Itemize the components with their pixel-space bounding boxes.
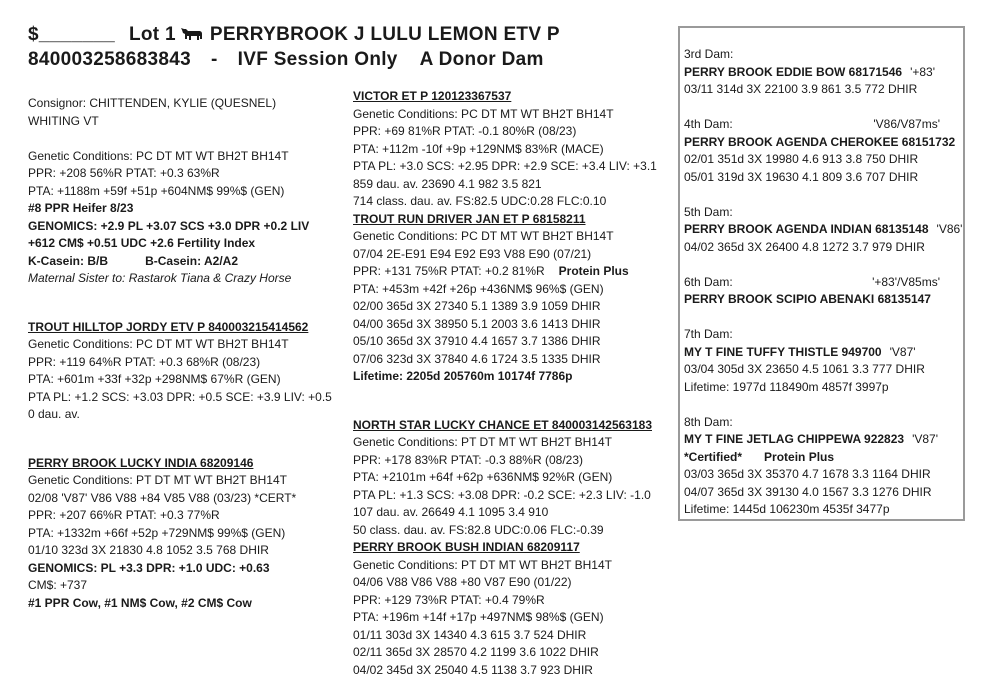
price-label: $ [28,24,39,46]
fifth-dam-score: 'V86' [937,222,963,236]
northstar-line: 107 dau. av. 26649 4.1 1095 3.4 910 [353,504,663,522]
ppr-rank: #8 PPR Heifer 8/23 [28,200,340,218]
maternal-sister: Maternal Sister to: Rastarok Tiana & Crazy Horse [28,270,340,288]
ancestry-column [684,46,964,519]
victor-line: 714 class. dau. av. FS:82.5 UDC:0.28 FLC:0.10 [353,193,663,211]
fourth-dam-name: PERRY BROOK AGENDA CHEROKEE 68151732 [684,134,964,152]
bush-line: 04/02 345d 3X 25040 4.5 1138 3.7 923 DHIR [353,662,663,679]
fourth-dam-record: 02/01 351d 3X 19980 4.6 913 3.8 750 DHIR [684,151,964,169]
pta-line: PTA: +1188m +59f +51p +604NM$ 99%$ (GEN) [28,183,340,201]
bush-line: 02/11 365d 3X 28570 4.2 1199 3.6 1022 DHIR [353,644,663,662]
victor-line: PPR: +69 81%R PTAT: -0.1 80%R (08/23) [353,123,663,141]
lot-subheader [28,49,544,71]
fifth-dam-row [684,221,964,239]
victor-line: 859 dau. av. 23690 4.1 982 3.5 821 [353,176,663,194]
northstar-title: NORTH STAR LUCKY CHANCE ET 840003142563183 [353,417,663,435]
eighth-dam-lifetime: Lifetime: 1445d 106230m 4535f 3477p [684,501,964,519]
fourth-dam-score: 'V86/V87ms' [873,116,940,134]
dam-line: 02/08 'V87' V86 V88 +84 V85 V88 (03/23) *CERT* [28,490,340,508]
sire-line: Genetic Conditions: PC DT MT WT BH2T BH14T [28,336,340,354]
trout-line: Genetic Conditions: PC DT MT WT BH2T BH14T [353,228,663,246]
protein-plus-badge: Protein Plus [559,264,629,278]
genomics-line-2: +612 CM$ +0.51 UDC +2.6 Fertility Index [28,235,340,253]
fourth-dam-record: 05/01 319d 3X 19630 4.1 809 3.6 707 DHIR [684,169,964,187]
b-casein: B-Casein: A2/A2 [145,253,238,271]
fifth-dam-name: PERRY BROOK AGENDA INDIAN 68135148 [684,222,929,236]
bush-line: Genetic Conditions: PT DT MT WT BH2T BH14T [353,557,663,575]
third-dam-name: PERRY BROOK EDDIE BOW 68171546 [684,65,902,79]
dam-cm: CM$: +737 [28,577,340,595]
trout-line: 04/00 365d 3X 38950 5.1 2003 3.6 1413 DHIR [353,316,663,334]
dam-label: 4th Dam: [684,116,733,134]
eighth-dam-record: 03/03 365d 3X 35370 4.7 1678 3.3 1164 DHIR [684,466,964,484]
dam-line: PTA: +1332m +66f +52p +729NM$ 99%$ (GEN) [28,525,340,543]
eighth-dam-row [684,431,964,449]
eighth-dam-record: 04/07 365d 3X 39130 4.0 1567 3.3 1276 DHIR [684,484,964,502]
dam-label: 7th Dam: [684,326,964,344]
sixth-dam-header [684,274,954,292]
victor-line: PTA PL: +3.0 SCS: +2.95 DPR: +2.9 SCE: +3.4 LIV: +3.1 [353,158,663,176]
animal-name: PERRYBROOK J LULU LEMON ETV P [210,24,560,46]
trout-ppr: PPR: +131 75%R PTAT: +0.2 81%R [353,264,545,278]
consignor-location: WHITING VT [28,113,340,131]
sire-title: TROUT HILLTOP JORDY ETV P 840003215414562 [28,319,340,337]
header-dash: - [211,49,218,71]
sire-column [353,88,663,679]
fifth-dam-record: 04/02 365d 3X 26400 4.8 1272 3.7 979 DHIR [684,239,964,257]
trout-lifetime: Lifetime: 2205d 205760m 10174f 7786p [353,368,663,386]
casein-line [28,253,238,271]
sire-line: PTA PL: +1.2 SCS: +3.03 DPR: +0.5 SCE: +3.9 LIV: +0.5 [28,389,340,407]
trout-line: 07/04 2E-E91 E94 E92 E93 V88 E90 (07/21) [353,246,663,264]
seventh-dam-score: 'V87' [890,345,916,359]
fourth-dam-header [684,116,954,134]
victor-line: PTA: +112m -10f +9p +129NM$ 83%R (MACE) [353,141,663,159]
consignor: Consignor: CHITTENDEN, KYLIE (QUESNEL) [28,95,340,113]
sire-line: 0 dau. av. [28,406,340,424]
victor-line: Genetic Conditions: PC DT MT WT BH2T BH14T [353,106,663,124]
northstar-line: PPR: +178 83%R PTAT: -0.3 88%R (08/23) [353,452,663,470]
donor-label: A Donor Dam [420,49,544,71]
price-blank: _______ [39,24,115,46]
dam-line: Genetic Conditions: PT DT MT WT BH2T BH14T [28,472,340,490]
cow-icon [180,26,204,42]
dam-label: 8th Dam: [684,414,964,432]
victor-title: VICTOR ET P 120123367537 [353,88,663,106]
sire-line: PTA: +601m +33f +32p +298NM$ 67%R (GEN) [28,371,340,389]
northstar-line: Genetic Conditions: PT DT MT WT BH2T BH14T [353,434,663,452]
dam-line: 01/10 323d 3X 21830 4.8 1052 3.5 768 DHIR [28,542,340,560]
certified-badge: *Certified* [684,450,742,464]
genomics-line: GENOMICS: +2.9 PL +3.07 SCS +3.0 DPR +0.2 LIV [28,218,340,236]
session-label: IVF Session Only [238,49,398,71]
third-dam-score: '+83' [910,65,935,79]
bush-line: 01/11 303d 3X 14340 4.3 615 3.7 524 DHIR [353,627,663,645]
dam-label: 3rd Dam: [684,46,964,64]
seventh-dam-row [684,344,964,362]
seventh-dam-lifetime: Lifetime: 1977d 118490m 4857f 3997p [684,379,964,397]
dam-title: PERRY BROOK LUCKY INDIA 68209146 [28,455,340,473]
k-casein: K-Casein: B/B [28,253,108,271]
genetic-conditions: Genetic Conditions: PC DT MT WT BH2T BH14T [28,148,340,166]
bush-line: PTA: +196m +14f +17p +497NM$ 98%$ (GEN) [353,609,663,627]
northstar-line: PTA: +2101m +64f +62p +636NM$ 92%R (GEN) [353,469,663,487]
trout-ppr-line [353,263,663,281]
trout-title: TROUT RUN DRIVER JAN ET P 68158211 [353,211,663,229]
dam-genomics: GENOMICS: PL +3.3 DPR: +1.0 UDC: +0.63 [28,560,340,578]
bush-line: PPR: +129 73%R PTAT: +0.4 79%R [353,592,663,610]
sixth-dam-score: '+83'/V85ms' [872,274,940,292]
bush-title: PERRY BROOK BUSH INDIAN 68209117 [353,539,663,557]
sire-line: PPR: +119 64%R PTAT: +0.3 68%R (08/23) [28,354,340,372]
northstar-line: PTA PL: +1.3 SCS: +3.08 DPR: -0.2 SCE: +2.3 LIV: -1.0 [353,487,663,505]
seventh-dam-record: 03/04 305d 3X 23650 4.5 1061 3.3 777 DHIR [684,361,964,379]
northstar-line: 50 class. dau. av. FS:82.8 UDC:0.06 FLC:-0.39 [353,522,663,540]
ppr-line: PPR: +208 56%R PTAT: +0.3 63%R [28,165,340,183]
eighth-dam-score: 'V87' [912,432,938,446]
dam-label: 5th Dam: [684,204,964,222]
sixth-dam-name: PERRY BROOK SCIPIO ABENAKI 68135147 [684,291,964,309]
dam-line: PPR: +207 66%R PTAT: +0.3 77%R [28,507,340,525]
third-dam-row [684,64,964,82]
lot-number: Lot 1 [129,24,176,46]
bush-line: 04/06 V88 V86 V88 +80 V87 E90 (01/22) [353,574,663,592]
trout-line: 05/10 365d 3X 37910 4.4 1657 3.7 1386 DHIR [353,333,663,351]
dam-column [28,95,340,612]
lot-header [28,24,560,46]
trout-line: 07/06 323d 3X 37840 4.6 1724 3.5 1335 DHIR [353,351,663,369]
dam-label: 6th Dam: [684,274,733,292]
registration-id: 840003258683843 [28,49,191,71]
eighth-dam-name: MY T FINE JETLAG CHIPPEWA 922823 [684,432,904,446]
trout-line: PTA: +453m +42f +26p +436NM$ 96%$ (GEN) [353,281,663,299]
protein-plus-badge: Protein Plus [764,450,834,464]
seventh-dam-name: MY T FINE TUFFY THISTLE 949700 [684,345,882,359]
dam-rank: #1 PPR Cow, #1 NM$ Cow, #2 CM$ Cow [28,595,340,613]
third-dam-record: 03/11 314d 3X 22100 3.9 861 3.5 772 DHIR [684,81,964,99]
trout-line: 02/00 365d 3X 27340 5.1 1389 3.9 1059 DHIR [353,298,663,316]
eighth-dam-badges [684,449,964,467]
